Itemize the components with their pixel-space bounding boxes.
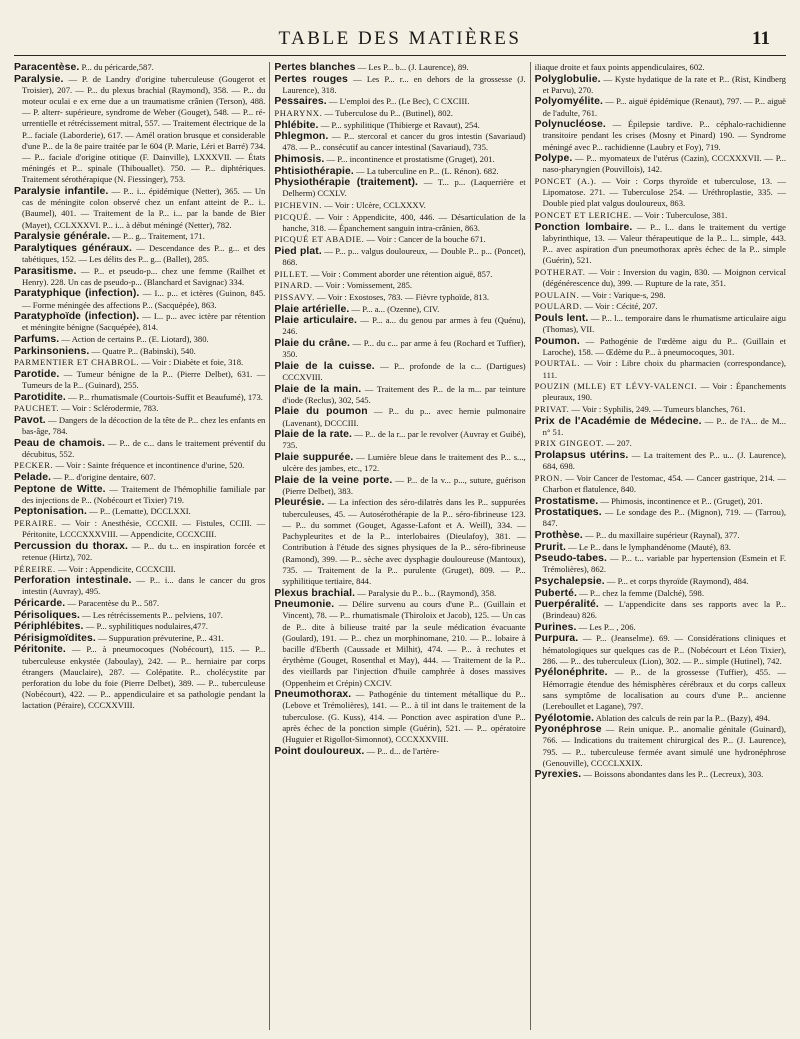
entry-headword: Plaie articulaire.: [274, 315, 357, 327]
entry-headword: Prix de l'Académie de Médecine.: [534, 415, 702, 427]
index-entry: [274, 212, 525, 234]
index-entry: [14, 186, 265, 231]
index-entry: [14, 598, 265, 609]
entry-text: — Lumière bleue dans le traitement des P... s..., ulcère des jambes, etc., 172.: [282, 451, 526, 474]
entry-headword: Puberté.: [534, 587, 578, 599]
entry-headword: POTHERAT.: [534, 266, 586, 277]
index-entry: [274, 452, 525, 474]
entry-headword: PERAIRE.: [14, 517, 57, 528]
entry-headword: PAUCHET.: [14, 403, 60, 414]
entry-headword: Plaie de la rate.: [274, 429, 353, 441]
entry-headword: Périsigmoïdites.: [14, 632, 96, 644]
index-entry: [535, 588, 786, 599]
entry-headword: PONCET ET LERICHE.: [534, 209, 632, 220]
entry-headword: Polyglobulie.: [534, 73, 601, 85]
index-entry: [14, 564, 265, 575]
entry-headword: Prothèse.: [534, 529, 583, 541]
entry-text: — L'emploi des P... (Le Bec), C CXCIII.: [328, 96, 470, 107]
index-entry: [274, 406, 525, 428]
entry-headword: Pyrexies.: [534, 769, 582, 781]
entry-text: — Quatre P... (Babinski), 540.: [91, 345, 196, 356]
entry-headword: PECKER.: [14, 460, 54, 471]
entry-headword: Pyélonéphrite.: [534, 667, 608, 679]
entry-headword: PONCET (A.).: [534, 175, 597, 186]
entry-headword: Parasitisme.: [14, 265, 77, 277]
entry-headword: Parotidite.: [14, 391, 66, 403]
entry-text: — Traitement des P... de la m... par teinture d'iode (Reclus), 302, 545.: [282, 383, 526, 405]
entry-text: — Voir : Libre choix du pharmacien (correspondance), 111.: [542, 358, 786, 380]
entry-text: — Le P... dans le lymphandénome (Mauté), 83.: [568, 541, 731, 552]
entry-text: — Pathogénie du tintement métallique du P... (Lebove et Trémolières), 141. — P... à til int dans le traitement de la tuberculose. (G. Kuss), 414. — Ponction avec aspiration d'une P... après échec de la ponction simple (Guérin), 521. — P... opératoire (Huguier et Rigollot-Simonnot), CCCXXXVIII.: [282, 689, 526, 744]
entry-headword: Paracentèse.: [14, 62, 80, 73]
index-entry: [274, 689, 525, 745]
entry-headword: Phimosis.: [274, 153, 325, 165]
entry-headword: Plaie artérielle.: [274, 303, 350, 315]
entry-headword: Pyonéphrose: [534, 724, 602, 736]
entry-text: — Voir : Corps thyroïde et tuberculose, 13. — Lipomatose. 271. — Tuberculose 254. — Uréthroplastie, 335. — Double pied plat valgus douloureux, 863.: [542, 175, 786, 209]
entry-text: — 207.: [606, 438, 632, 449]
index-entry: [535, 599, 786, 621]
entry-text: — Action de certains P... (E. Liotard), 380.: [61, 334, 209, 344]
index-columns: [10, 62, 790, 1030]
entry-headword: POUZIN (MLLE) ET LÉVY-VALENCI.: [534, 381, 698, 392]
entry-headword: PRIX GINGEOT.: [534, 438, 604, 449]
entry-text: — Voir : Exostoses, 783. — Fièvre typhoïde, 813.: [317, 291, 490, 302]
index-entry: [535, 336, 786, 358]
index-entry: [535, 496, 786, 507]
entry-headword: Périphlébites.: [14, 621, 84, 633]
index-entry: [535, 622, 786, 633]
index-entry: [274, 96, 525, 107]
entry-headword: POURTAL.: [534, 358, 581, 369]
entry-text: — Voir : Inversion du vagin, 830. — Moignon cervical (dégénérescence du), 399. — Rupture de la rate, 351.: [542, 266, 786, 288]
index-entry: [535, 438, 786, 449]
index-entry: [274, 338, 525, 360]
index-entry: [535, 633, 786, 667]
page-title: TABLE DES MATIÈRES: [278, 28, 522, 49]
entry-text: — P... et corps thyroïde (Raymond), 484.: [606, 575, 749, 586]
entry-text: — Voir : Comment aborder une rétention aiguë, 857.: [310, 268, 493, 279]
entry-headword: Parfums.: [14, 334, 60, 345]
entry-text: — P... du t... en inspiration forcée et retenue (Hirtz), 702.: [22, 540, 266, 562]
entry-headword: Paralysie infantile.: [14, 186, 109, 198]
entry-text: — P... d'origine dentaire, 607.: [53, 471, 156, 482]
index-entry: [14, 460, 265, 471]
index-entry: [14, 644, 265, 711]
index-entry: [14, 541, 265, 563]
entry-headword: Pavot.: [14, 414, 46, 426]
entry-headword: PILLET.: [274, 268, 309, 279]
index-entry: [14, 62, 265, 73]
entry-text: — P... i... épidémique (Netter), 365. — Un cas de méningite colon observé chez un enfant atteint de P... i.. (Baumel), 401. — Traitement de la P... i... par la bande de Bier (Mayet), CCLXXXVI. P... i... à début méningé (Netter), 782.: [22, 186, 266, 230]
entry-text: — Boissons abondantes dans les P... (Lecreux), 303.: [583, 769, 764, 780]
entry-headword: Phlegmon.: [274, 131, 329, 143]
entry-text: — Le sondage des P... (Mignon), 719. — (Tarrou), 847.: [542, 507, 786, 529]
index-entry: [14, 484, 265, 506]
index-entry: [274, 154, 525, 165]
entry-headword: Pneumonie.: [274, 599, 335, 611]
index-entry: [274, 177, 525, 199]
index-entry: [14, 633, 265, 644]
entry-headword: PINARD.: [274, 280, 313, 291]
entry-text: — P... à pneumocoques (Nobécourt), 115. — P... tuberculeuse enkystée (Jaboulay), 242. — P... herniaire par corps étrangers (Mauclaire), 287. — Colépatite. P... cholécystite par perforation du lobe du foie (Pierre Delbet), 389. — P... tuberculeuse (Nobécourt), 422. — P... appendiculaire et sa pathologie pendant la lactation (Péraire), CCCXXVIII.: [22, 644, 266, 711]
entry-headword: PICQUÉ.: [274, 211, 312, 222]
entry-headword: Perforation intestinale.: [14, 575, 132, 587]
entry-headword: PISSAVY.: [274, 291, 315, 302]
index-entry: [535, 176, 786, 210]
entry-text: — Voir Cancer de l'estomac, 454. — Cancer gastrique, 214. — Charbon et flatulence, 840.: [542, 472, 786, 494]
index-entry: [14, 311, 265, 333]
entry-headword: Prostatiques.: [534, 507, 602, 519]
index-entry: [274, 269, 525, 280]
page-number: 11: [752, 28, 770, 49]
index-entry: [274, 280, 525, 291]
index-entry: [535, 667, 786, 712]
entry-text: — Voir : Cécité, 207.: [584, 301, 658, 312]
entry-headword: Prurit.: [534, 541, 566, 553]
entry-text: — P... p... valgus douloureux, — Double P... p... (Poncet), 868.: [282, 245, 526, 268]
entry-headword: Pseudo-tabes.: [534, 553, 607, 565]
index-column-1: [10, 62, 269, 1030]
entry-text: Ablation des calculs de rein par la P... (Bazy), 494.: [595, 712, 770, 723]
entry-text: — Suppuration prévuterine, P... 431.: [98, 632, 224, 643]
entry-headword: Pouls lent.: [534, 312, 589, 324]
entry-text: — Les rétrécissements P... pelviens, 107.: [82, 609, 223, 620]
index-entry: [535, 530, 786, 541]
index-entry: [535, 290, 786, 301]
entry-text: — P... et pseudo-p... chez une femme (Railhet et Henry). 228. Un cas de pseudo-p... (Blanchard et Savignac) 334.: [22, 265, 266, 287]
index-entry: [14, 357, 265, 368]
entry-text: — La tuberculine en P... (L. Rénon). 682.: [356, 165, 499, 176]
entry-headword: Peptonisation.: [14, 506, 87, 518]
entry-headword: Paralysie générale.: [14, 231, 111, 243]
index-entry: [274, 108, 525, 119]
entry-headword: Plaie de la cuisse.: [274, 360, 375, 372]
entry-text: — Phimosis, incontinence et P... (Gruget), 201.: [600, 495, 763, 506]
entry-text: — Voir : Appendicite, 400, 446. — Désarticulation de la hanche, 318. — Épanchement sanguin intra-crânien, 863.: [282, 211, 526, 233]
entry-text: — Délire survenu au cours d'une P... (Guillain et Vincent), 78. — P... rhumatismale (Thiroloix et Jacob), 125. — Un cas de P... dite à bilieuse traité par la seule médication évacuante (Goulard), 191. — P... chez un morphinomane, 210. — P... lobaire à bacille d'Eberth (Caussade et Milhit), 474. — P... à rechutes et érythème (Gouget, Rosenthal et May), 444. — Traitement de la P... des vieillards par l'injection d'huile camphrée à doses massives (Oppenheim et Crépin) CXCIV.: [282, 599, 526, 688]
entry-text: — I... p... et ictères (Guinon, 845. — Forme méningée des affections P... (Sacquépée), 863.: [22, 288, 266, 310]
entry-text: — Voir : Diabète et foie, 318.: [141, 357, 244, 368]
entry-headword: PARMENTIER ET CHABROL.: [14, 357, 140, 368]
entry-text: — P... de la r... par le revolver (Auvray et Guibé), 735.: [282, 429, 526, 451]
entry-text: — P... de la v... p..., suture, guérison (Pierre Delbet), 383.: [282, 474, 526, 496]
entry-headword: Pertes rouges: [274, 73, 348, 85]
entry-text: — P... incontinence et prostatisme (Gruget), 201.: [326, 153, 495, 164]
entry-headword: PRON.: [534, 472, 563, 483]
entry-text: iliaque droite et faux points appendiculaires, 602.: [534, 62, 705, 72]
entry-headword: Plaie suppurée.: [274, 451, 354, 463]
index-entry: [535, 542, 786, 553]
index-entry: [535, 62, 786, 73]
entry-headword: PICQUÉ ET ABADIE.: [274, 234, 365, 245]
entry-text: — P... i... dans le cancer du gros intestin (Auvray), 495.: [22, 575, 266, 597]
entry-headword: Ponction lombaire.: [534, 221, 633, 233]
entry-text: — Descendance des P... g... et des tabétiques, 152. — Les délits des P... g... (Ballet), 285.: [22, 242, 266, 265]
index-entry: [14, 288, 265, 310]
entry-text: — P... du c... par arme à feu (Rochard et Tuffier), 350.: [282, 337, 526, 360]
entry-headword: Péritonite.: [14, 644, 66, 656]
index-entry: [14, 610, 265, 621]
index-entry: [274, 131, 525, 153]
index-entry: [14, 403, 265, 414]
entry-text: — P... (Jeanselme). 69. — Considérations cliniques et hématologiques sur quelques cas de P... (Nobécourt et Léon Tixier), 286. — P... des tuberculeux (Lion), 302. — P... simple (Hutinel), 742.: [542, 633, 786, 666]
entry-headword: Prostatisme.: [534, 495, 599, 507]
entry-headword: Plaie de la main.: [274, 383, 362, 395]
index-entry: [14, 472, 265, 483]
entry-headword: Pyélotomie.: [534, 712, 595, 724]
entry-text: — P... syphilitique (Thibierge et Ravaut), 254.: [320, 119, 480, 130]
entry-headword: Péricarde.: [14, 597, 66, 609]
entry-headword: PHARYNX.: [274, 107, 323, 118]
entry-text: — I... p... avec ictère par rétention et méningite bénigne (Sacquépée), 814.: [22, 311, 266, 333]
index-entry: [274, 429, 525, 451]
entry-text: — P... a... du genou par armes à feu (Quénu), 246.: [282, 315, 526, 337]
entry-headword: Parotide.: [14, 368, 60, 380]
entry-headword: Plexus brachial.: [274, 587, 356, 599]
index-entry: [274, 384, 525, 406]
entry-text: — Voir : Vomissement, 285.: [314, 280, 413, 291]
entry-headword: PÉREIRE.: [14, 563, 56, 574]
index-entry: [274, 74, 525, 96]
entry-text: — P... stercoral et cancer du gros intestin (Savariaud) 478. — P... consécutif au cancer intestinal (Savariaud), 735.: [282, 131, 526, 153]
index-entry: [535, 553, 786, 575]
entry-headword: Paralytiques généraux.: [14, 242, 132, 254]
entry-headword: Parkinsoniens.: [14, 345, 90, 357]
entry-headword: Percussion du thorax.: [14, 540, 129, 552]
index-column-2: [269, 62, 529, 1030]
entry-text: — Paralysie du P... b... (Raymond), 358.: [357, 587, 497, 598]
index-entry: [274, 200, 525, 211]
entry-text: — Traitement de l'hémophilie familiale par des injections de P... (Nobécourt et Tixier) 719.: [22, 483, 266, 505]
index-entry: [274, 361, 525, 383]
entry-headword: Pneumothorax.: [274, 689, 352, 701]
index-entry: [535, 576, 786, 587]
index-entry: [274, 475, 525, 497]
entry-headword: Paratyphoïde (infection).: [14, 311, 140, 323]
entry-text: — Voir : Appendicite, CCCXCIII.: [57, 563, 176, 574]
entry-text: — P. de Landry d'origine tuberculeuse (Gougerot et Troisier), 207. — P... du plexus brachial (Raymond), 358. — P... du moteur oculai e ex erne due a un traumatisme crânien (Terson), 488. — P. alterr- supérieure, syndrome de Weber (Gouget), 548. — P... ré-urrentielle et rétrécissement mitral, 557. — Traitement électrique de la P... faciale (Laborderie), 617. — Amél oration brusque et considerable d'une P... de la 8e paire traitée par le 604 (P. Marie, Léri et Barré) 734. — P... faciale d'origine otitique (F. Dainville), LXXXVII. — États méningés et P... spinale (Thibouallet). 750. — P... diphtériques. Traitement sérothérapique (N. Fiessinger), 753.: [22, 73, 266, 185]
index-entry: [535, 507, 786, 529]
entry-headword: Pertes blanches: [274, 62, 356, 73]
index-entry: [14, 266, 265, 288]
index-entry: [535, 119, 786, 153]
entry-headword: Phtisiothérapie.: [274, 165, 354, 177]
index-entry: [14, 575, 265, 597]
index-entry: [535, 769, 786, 780]
entry-text: — Voir : Ulcère, CCLXXXV.: [324, 199, 426, 210]
index-entry: [274, 292, 525, 303]
entry-text: — P... du maxillaire supérieur (Raynal), 377.: [585, 529, 740, 540]
entry-headword: PICHEVIN.: [274, 199, 322, 210]
entry-text: — L'appendicite dans ses rapports avec la P... (Brindeau) 826.: [542, 599, 786, 621]
entry-text: — P... t... variable par hypertension (Esmein et F. Trémolières), 862.: [542, 553, 786, 575]
entry-text: — P... chez la femme (Dalché), 598.: [579, 587, 704, 598]
index-entry: [535, 267, 786, 289]
entry-text: — P... a... (Ozenne), CIV.: [351, 303, 440, 314]
entry-headword: Pessaires.: [274, 96, 327, 108]
entry-text: — Tumeur bénigne de la P... (Pierre Delbet), 631. — Tumeurs de la P... (Guinard), 255.: [22, 368, 266, 390]
entry-headword: Prolapsus utérins.: [534, 449, 629, 461]
entry-headword: Psychalepsie.: [534, 575, 605, 587]
entry-text: — P... l... temporaire dans le rhumatisme articulaire aigu (Thomas), VII.: [542, 312, 786, 334]
entry-headword: Pelade.: [14, 471, 52, 483]
entry-text: P... du péricarde,587.: [81, 62, 154, 72]
entry-text: — Voir : Sainte fréquence et incontinence d'urine, 520.: [55, 460, 245, 471]
index-entry: [535, 358, 786, 380]
index-entry: [274, 304, 525, 315]
index-entry: [14, 231, 265, 242]
entry-text: — P... l... dans le traitement du vertige labyrinthique, 13. — Valeur thérapeutique de la P... l... simple, 443. P... avec aspiration d'un pneumothorax après échec de la P... simple (Guérin), 521.: [542, 221, 786, 266]
index-entry: [14, 334, 265, 345]
entry-text: — Voir : Épanchements pleuraux, 190.: [542, 381, 786, 403]
entry-text: — Les P... b... (J. Laurence), 89.: [357, 62, 469, 72]
index-entry: [274, 588, 525, 599]
entry-headword: Purines.: [534, 621, 577, 633]
entry-text: — La infection des séro-dilatrès dans les P... suppurées tuberculeuses, 45. — Autosérothérapie de la P... séro-fibrineuse 123. — P... du sommet (Gouget, Agasse-Lafont et A. Weill), 334. — Pachypleurites et de la P... interlobaires (Dieulafoy), 381. — Contribution à l'étude des signes physiques de la P... séro-fibrineuse (Ramond), 399. — P... sèche avec dysphagie douloureuse (Mantoux), 735. — Traitement de la P... purulente (Gruget), 809. — P... syphilitique tertiaire, 844.: [282, 497, 526, 586]
entry-headword: Plaie de la veine porte.: [274, 474, 393, 486]
entry-headword: Purpura.: [534, 633, 579, 645]
index-entry: [535, 74, 786, 96]
index-entry: [274, 315, 525, 337]
entry-headword: Paratyphique (infection).: [14, 288, 140, 300]
entry-headword: Poumon.: [534, 335, 580, 347]
entry-headword: Polyomyélite.: [534, 96, 603, 108]
entry-text: — P... aiguë épidémique (Renaut), 797. — P... aiguë de l'adulte, 761.: [542, 96, 786, 118]
entry-text: — Voir : Syphilis, 249. — Tumeurs blanches, 761.: [571, 403, 746, 414]
entry-text: — P... profonde de la c... (Dartigues) CCCXVIII.: [282, 360, 526, 382]
entry-headword: Plaie du poumon: [274, 406, 368, 418]
index-entry: [535, 313, 786, 335]
entry-text: — T... p... (Laquerrière et Delherm) CCXLV.: [282, 177, 526, 199]
entry-text: — P... rhumatismale (Courtois-Suffit et Beaufumé), 173.: [68, 391, 263, 402]
header-rule: [14, 55, 786, 56]
entry-text: — Épilepsie tardive. P... céphalo-rachidienne transitoire pendant les crises (Mosny et Pinard) 190. — Syndrome méningé avec P... rachidienne (Laubry et Foy), 719.: [542, 119, 786, 152]
index-entry: [274, 497, 525, 587]
entry-text: — P... g... Traitement, 171.: [112, 231, 205, 242]
entry-headword: Physiothérapie (traitement).: [274, 177, 419, 189]
entry-text: — P... de l'A... de M... n° 51.: [542, 415, 786, 437]
entry-headword: Peptone de Witte.: [14, 483, 106, 495]
index-entry: [535, 153, 786, 175]
index-entry: [535, 301, 786, 312]
entry-text: — P... de la grossesse (Tuffier), 455. — Hémorragie étendue des hémisphères cérébraux et du corps calleux sans symptôme de localisation au cours d'une P... ancienne (Lereboullet et Lagane), 797.: [542, 667, 786, 712]
index-entry: [14, 392, 265, 403]
index-entry: [535, 473, 786, 495]
entry-text: — Voir : Varique-s, 298.: [581, 289, 666, 300]
entry-text: — Dangers de la décoction de la tête de P... chez les enfants en bas-âge, 784.: [22, 414, 266, 436]
entry-headword: Polynucléose.: [534, 119, 606, 131]
index-entry: [274, 246, 525, 268]
entry-headword: Peau de chamois.: [14, 437, 106, 449]
entry-headword: Point douloureux.: [274, 745, 365, 757]
index-entry: [535, 404, 786, 415]
index-entry: [535, 210, 786, 221]
index-entry: [535, 381, 786, 403]
entry-text: — La traitement des P... u... (J. Laurence), 684, 698.: [542, 449, 786, 472]
entry-text: — Voir : Sclérodermie, 783.: [61, 403, 159, 414]
index-entry: [535, 724, 786, 769]
entry-text: — Voir : Anesthésie, CCCXII. — Fistules, CCIII. — Péritonite, LCCCXXXVIII. — Appendicite, CCCXCIII.: [22, 517, 266, 540]
index-entry: [14, 243, 265, 265]
entry-text: — Pathogénie de l'œdème aigu du P... (Guillain et Laroche), 158. — Œdème du P... à pneumocoques, 301.: [542, 335, 786, 357]
entry-text: — Voir : Tuberculose, 381.: [633, 209, 728, 220]
entry-headword: Puerpéralité.: [534, 599, 599, 611]
index-entry: [14, 369, 265, 391]
index-entry: [274, 746, 525, 757]
index-entry: [535, 713, 786, 724]
index-entry: [535, 416, 786, 438]
entry-text: — P... d... de l'artère-: [366, 745, 440, 756]
entry-text: — P... syphilitiques nodulaires,477.: [85, 621, 208, 632]
entry-text: — P... myomateux de l'utérus (Cazin), CCCXXXVII. — P... naso-pharyngien (Pouvillois), 142.: [542, 153, 786, 175]
entry-text: — P... (Lematte), DCCLXXI.: [89, 506, 191, 517]
entry-headword: Périsoliques.: [14, 609, 80, 621]
entry-text: — Les P... r... en dehors de la grossesse (J. Laurence), 318.: [282, 73, 526, 95]
entry-headword: Plaie du crâne.: [274, 337, 350, 349]
entry-text: — Paracentèse du P... 587.: [67, 597, 160, 608]
entry-text: — P... de c... dans le traitement préventif du décubitus, 552.: [22, 437, 266, 459]
entry-headword: POULARD.: [534, 301, 583, 312]
entry-headword: Polype.: [534, 153, 573, 165]
index-entry: [14, 438, 265, 460]
entry-headword: Paralysie.: [14, 73, 64, 85]
entry-headword: PRIVAT.: [534, 403, 570, 414]
entry-headword: POULAIN.: [534, 289, 580, 300]
index-entry: [14, 518, 265, 540]
entry-text: — Kyste hydatique de la rate et P... (Rist, Kindberg et Parvu), 270.: [542, 73, 786, 95]
index-entry: [274, 120, 525, 131]
entry-text: — Les P... , 206.: [578, 621, 636, 632]
index-entry: [14, 346, 265, 357]
entry-headword: Pleurésie.: [274, 497, 325, 509]
index-entry: [14, 621, 265, 632]
index-entry: [274, 166, 525, 177]
index-column-3: [530, 62, 790, 1030]
index-entry: [535, 222, 786, 267]
index-entry: [274, 62, 525, 73]
entry-headword: Pied plat.: [274, 245, 322, 257]
entry-text: — Voir : Cancer de la bouche 671.: [366, 234, 486, 245]
entry-text: — Tuberculose du P... (Butinel), 802.: [324, 107, 453, 118]
index-entry: [14, 415, 265, 437]
entry-text: — Rein unique. P... anomalie génitale (Guinard), 766. — Indications du traitement chirurgical des P... (J. Laurence), 795. — P... tuberculeuse fermée avant simulé une hydronéphrose (Genouville), CCCCLXXIX.: [542, 724, 786, 768]
index-entry: [535, 96, 786, 118]
index-entry: [14, 506, 265, 517]
page-header: [0, 28, 800, 54]
entry-headword: Phlébite.: [274, 119, 319, 131]
index-entry: [274, 234, 525, 245]
index-entry: [535, 450, 786, 472]
index-entry: [14, 74, 265, 186]
index-entry: [274, 599, 525, 689]
entry-text: — P... du p... avec hernie pulmonaire (Lavenant), DCCCIII.: [282, 406, 526, 428]
